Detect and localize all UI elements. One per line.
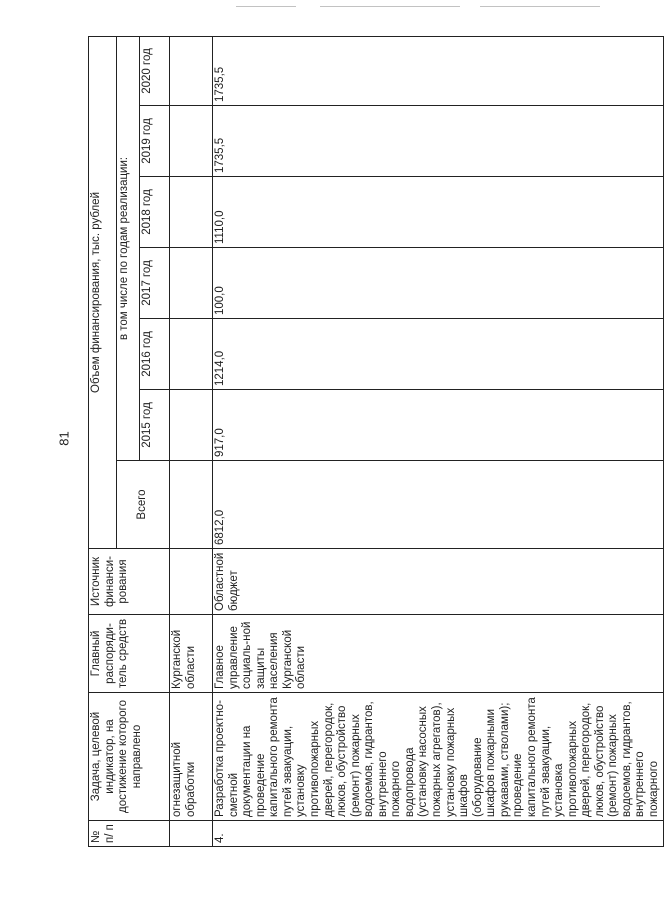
- cell-year: [170, 36, 213, 105]
- cell-total: [170, 461, 213, 549]
- header-manager: Главный распоряди-тель средств: [89, 615, 170, 693]
- cell-source: Областной бюджет: [213, 549, 664, 615]
- cell-year: [170, 390, 213, 461]
- table-row: [170, 36, 213, 846]
- header-num: № п/ п: [89, 821, 170, 847]
- cell-year: [170, 248, 213, 319]
- header-task: Задача, целевой индикатор, на достижение которого направлено: [89, 693, 170, 821]
- cell-manager: Курганской области: [170, 615, 213, 693]
- header-year-2020: 2020 год: [140, 36, 170, 105]
- cell-source: [170, 549, 213, 615]
- cell-year: [170, 106, 213, 177]
- header-year-2018: 2018 год: [140, 177, 170, 248]
- cell-task: огнезащитной обработки: [170, 693, 213, 821]
- cell-year-2015: 917,0: [213, 390, 664, 461]
- table-row: [213, 36, 664, 846]
- cell-num: 4.: [213, 821, 664, 847]
- header-year-2019: 2019 год: [140, 106, 170, 177]
- scan-mark: [480, 6, 600, 7]
- header-year-2015: 2015 год: [140, 390, 170, 461]
- header-source: Источник финанси-рования: [89, 549, 170, 615]
- cell-total: 6812,0: [213, 461, 664, 549]
- rotated-page: [88, 37, 660, 847]
- header-volume: Объем финансирования, тыс. рублей: [89, 36, 117, 548]
- cell-year: [170, 319, 213, 390]
- header-by-year: в том числе по годам реализации:: [117, 36, 140, 460]
- cell-year: [170, 177, 213, 248]
- cell-year-2016: 1214,0: [213, 319, 664, 390]
- cell-num: [170, 821, 213, 847]
- scan-mark: [320, 6, 460, 7]
- cell-year-2017: 100,0: [213, 248, 664, 319]
- financing-table: [88, 36, 664, 847]
- cell-year-2020: 1735,5: [213, 36, 664, 105]
- scan-mark: [236, 6, 296, 7]
- header-year-2017: 2017 год: [140, 248, 170, 319]
- cell-task: Разработка проектно-сметной документации на проведение капитального ремонта путей эвакуации, установку противопожарных дверей, перегородок, люков, обустройство (ремонт) пожарных водоемов, гидрантов, внутреннего пожарного водопровода (установку насосных пожарных агрегатов), установку пожарных шкафов (оборудование шкафов пожарными рукавами, стволами); проведение капитального ремонта путей эвакуации, установка противопожарных дверей, перегородок, люков, обустройство (ремонт) пожарных водоемов, гидрантов, внутреннего пожарного: [213, 693, 664, 821]
- header-total: Всего: [117, 461, 170, 549]
- cell-manager: Главное управление социаль-ной защиты населения Курганской области: [213, 615, 664, 693]
- cell-year-2018: 1110,0: [213, 177, 664, 248]
- header-year-2016: 2016 год: [140, 319, 170, 390]
- page-number: 81: [56, 431, 72, 446]
- cell-year-2019: 1735,5: [213, 106, 664, 177]
